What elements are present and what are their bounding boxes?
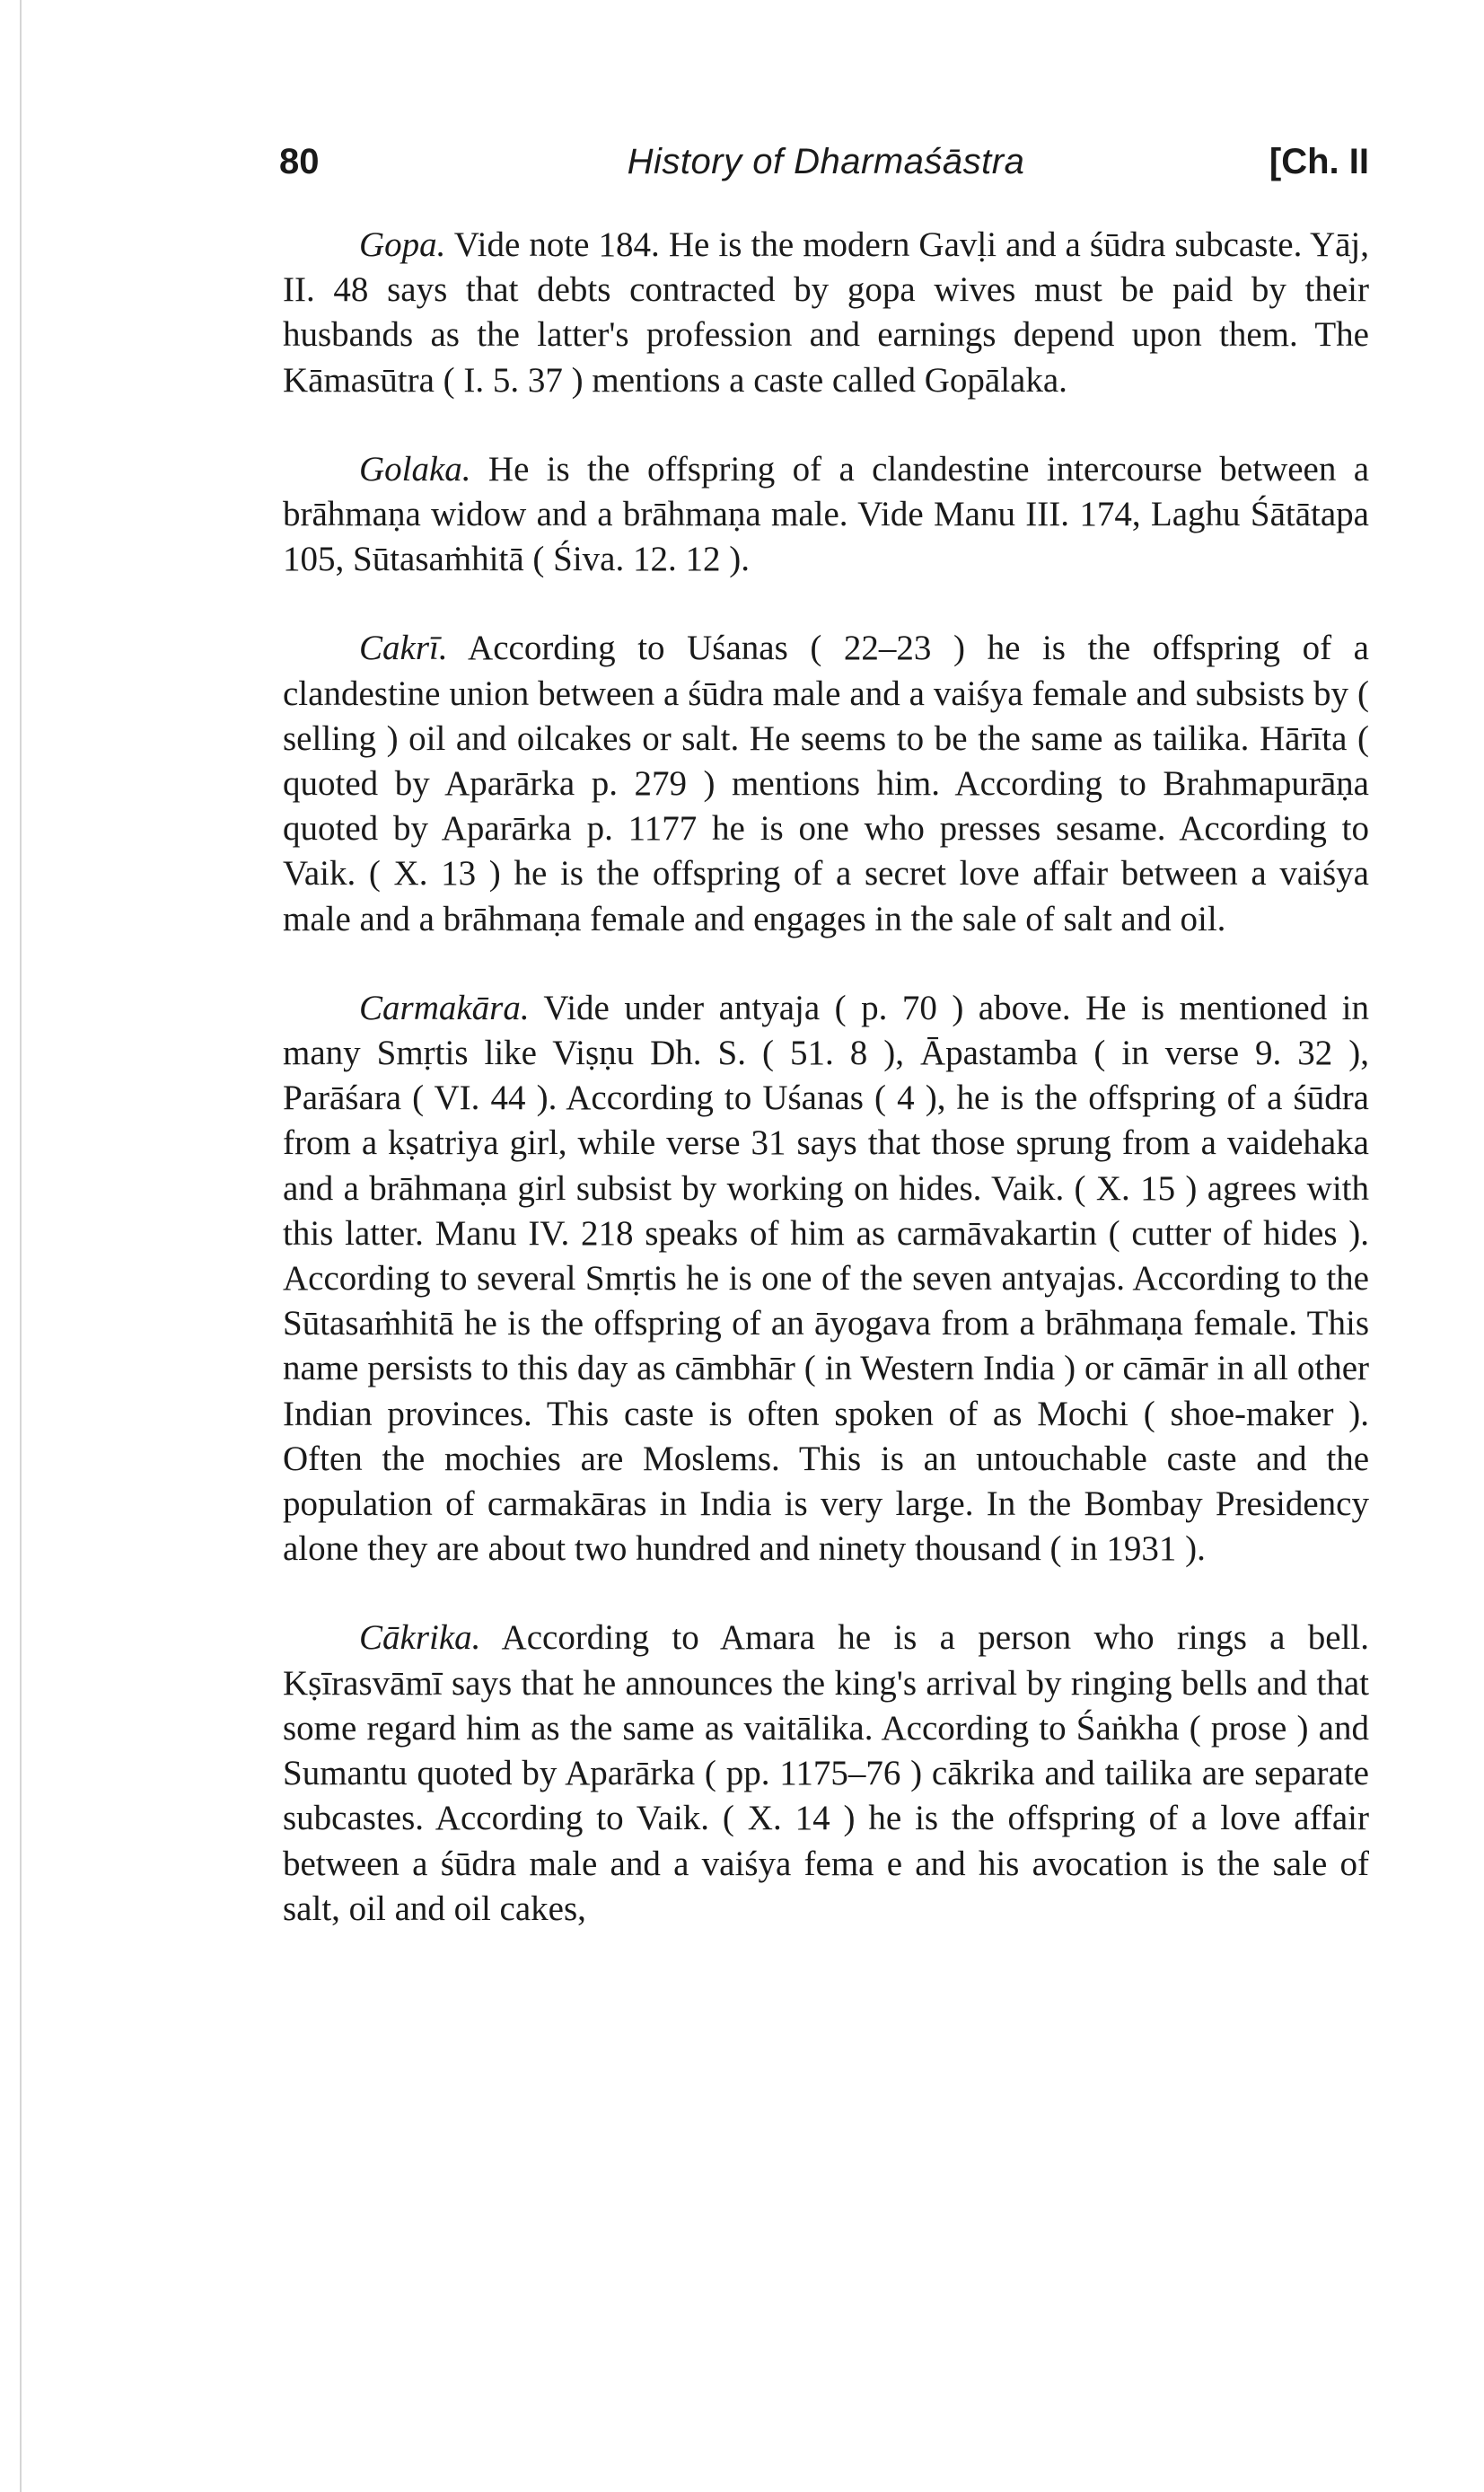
entry-term: Carmakāra. <box>359 988 530 1027</box>
entry-text: According to Amara he is a person who rings a bell. Kṣīrasvāmī says that he announces the king's arrival by ringing bells and that some regard him as the same as vaitālika. According to Śaṅkha ( prose ) and Sumantu quoted by Aparārka ( pp. 1175–76 ) cākrika and tailika are separate subcastes. According to Vaik. ( X. 14 ) he is the offspring of a love affair between a śūdra male and a vaiśya fema e and his avocation is the sale of salt, oil and oil cakes, <box>283 1618 1369 1928</box>
page-header <box>279 135 1369 189</box>
entry-cakri <box>283 626 1369 941</box>
body-text <box>283 223 1369 1932</box>
entry-term: Golaka. <box>359 449 471 489</box>
entry-text: According to Uśanas ( 22–23 ) he is the offspring of a clandestine union between a śūdra male and a vaiśya female and subsists by ( selling ) oil and oilcakes or salt. He seems to be the same as tailika. Hārīta ( quoted by Aparārka p. 279 ) mentions him. According to Brahmapurāṇa quoted by Aparārka p. 1177 he is one who presses sesame. According to Vaik. ( X. 13 ) he is the offspring of a secret love affair between a vaiśya male and a brāhmaṇa female and engages in the sale of salt and oil. <box>283 629 1369 938</box>
document-page <box>279 135 1370 1932</box>
entry-gopa <box>283 223 1369 403</box>
entry-term: Cākrika. <box>359 1618 481 1658</box>
entry-text: Vide note 184. He is the modern Gavḷi and a śūdra subcaste. Yāj, II. 48 says that debts contracted by gopa wives must be paid by their husbands as the latter's profession and earnings depend upon them. The Kāmasūtra ( I. 5. 37 ) mentions a caste called Gopālaka. <box>283 225 1369 400</box>
entry-text: Vide under antyaja ( p. 70 ) above. He is mentioned in many Smṛtis like Viṣṇu Dh. S. ( 51. 8 ), Āpastamba ( in verse 9. 32 ), Parāśara ( VI. 44 ). According to Uśanas ( 4 ), he is the offspring of a śūdra from a kṣatriya girl, while verse 31 says that those sprung from a vaidehaka and a brāhmaṇa girl subsist by working on hides. Vaik. ( X. 15 ) agrees with this latter. Manu IV. 218 speaks of him as carmāvakartin ( cutter of hides ). According to several Smṛtis he is one of the seven antyajas. According to the Sūtasaṁhitā he is the offspring of an āyogava from a brāhmaṇa female. This name persists to this day as cāmbhār ( in Western India ) or cāmār in all other Indian provinces. This caste is often spoken of as Mochi ( shoe-maker ). Often the mochies are Moslems. This is an untouchable caste and the population of carmakāras in India is very large. In the Bombay Presidency alone they are about two hundred and ninety thousand ( in 1931 ). <box>283 988 1369 1569</box>
page-number: 80 <box>279 142 320 181</box>
entry-carmakara <box>283 986 1369 1572</box>
chapter-reference: [Ch. II <box>1269 142 1369 181</box>
entry-text: He is the offspring of a clandestine intercourse between a brāhmaṇa widow and a brāhmaṇa male. Vide Manu III. 174, Laghu Śātātapa 105, Sūtasaṁhitā ( Śiva. 12. 12 ). <box>283 449 1370 579</box>
entry-term: Gopa. <box>359 225 446 264</box>
page-scan-edge <box>20 0 22 2492</box>
entry-cakrika <box>283 1616 1369 1931</box>
running-title: History of Dharmaśāstra <box>627 142 1025 181</box>
entry-term: Cakrī. <box>359 629 448 668</box>
entry-golaka <box>283 447 1369 583</box>
